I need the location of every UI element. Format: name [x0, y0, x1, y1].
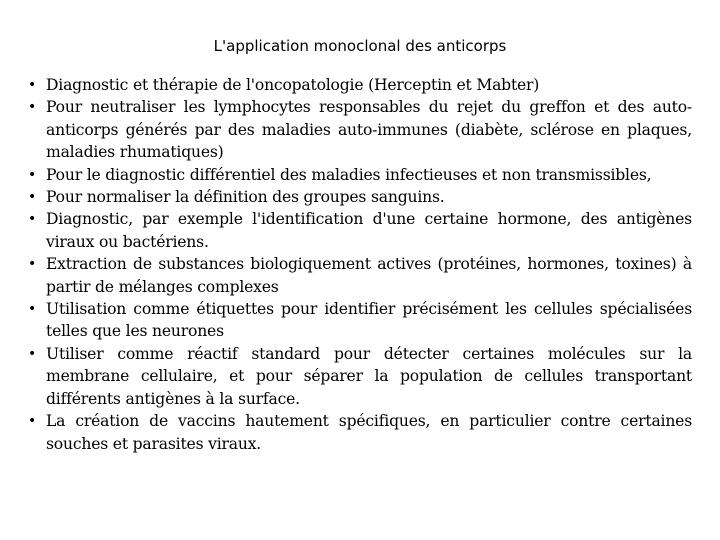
bullet-item — [26, 96, 692, 163]
bullet-text: Diagnostic et thérapie de l'oncopatologie (Herceptin et Mabter) — [46, 76, 540, 94]
bullet-item — [26, 343, 692, 410]
bullet-text: Diagnostic, par exemple l'identification d'une certaine hormone, des antigènes viraux ou bactériens. — [46, 210, 692, 251]
bullet-list — [26, 74, 692, 455]
bullet-text: Pour normaliser la définition des groupes sanguins. — [46, 188, 445, 207]
bullet-text: Pour neutraliser les lymphocytes responsables du rejet du greffon et des auto-anticorps générés par des maladies auto-immunes (diabète, sclérose en plaques, maladies rhumatiques) — [46, 98, 692, 162]
bullet-icon: • — [28, 301, 37, 318]
bullet-item — [26, 186, 692, 208]
bullet-item — [26, 74, 692, 96]
bullet-text: La création de vaccins hautement spécifiques, en particulier contre certaines souches et parasites viraux. — [46, 412, 692, 453]
bullet-icon: • — [28, 99, 37, 116]
bullet-text: Utiliser comme réactif standard pour détecter certaines molécules sur la membrane cellulaire, et pour séparer la population de cellules transportant différents antigènes à la surface. — [46, 344, 692, 408]
bullet-text: Pour le diagnostic différentiel des maladies infectieuses et non transmissibles, — [46, 165, 652, 184]
bullet-item — [26, 298, 692, 343]
bullet-text: Utilisation comme étiquettes pour identifier précisément les cellules spécialisées telles que les neurones — [46, 300, 692, 341]
bullet-icon: • — [28, 211, 37, 228]
bullet-icon: • — [28, 345, 37, 362]
bullet-icon: • — [28, 77, 37, 93]
bullet-item — [26, 253, 692, 298]
bullet-icon: • — [28, 413, 37, 430]
bullet-text: Extraction de substances biologiquement actives (protéines, hormones, toxines) à partir de mélanges complexes — [46, 255, 692, 296]
bullet-item — [26, 208, 692, 253]
bullet-icon: • — [28, 189, 37, 206]
bullet-icon: • — [28, 166, 37, 183]
bullet-icon: • — [28, 256, 37, 273]
bullet-item — [26, 164, 692, 186]
slide-title: L'application monoclonal des anticorps — [213, 37, 507, 55]
bullet-item — [26, 410, 692, 455]
